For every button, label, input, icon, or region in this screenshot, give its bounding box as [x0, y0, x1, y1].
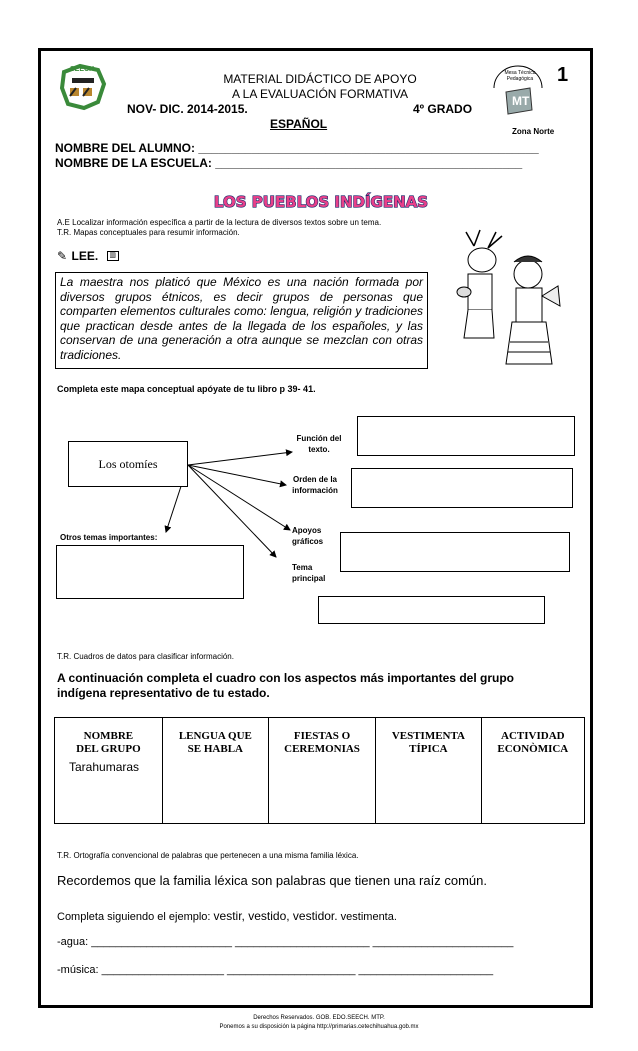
header-vestimenta: VESTIMENTA TÍPICA	[391, 730, 465, 755]
arrow-apoyos	[188, 465, 290, 530]
ejemplo-words: vestir, vestido, vestidor.	[213, 909, 338, 923]
center-node-text: Los otomíes	[98, 457, 158, 471]
logo-letters: MT	[512, 94, 530, 108]
indigenous-table	[54, 717, 585, 824]
book-icon: ▥	[107, 251, 119, 261]
logo-arc-text: Mesa Técnica Pedagógica	[504, 70, 536, 82]
ejemplo-line	[57, 909, 397, 923]
footer-line-1: Derechos Reservados. GOB. EDO.SEECH. MTP.	[253, 1015, 385, 1021]
tr-ortografia: T.R. Ortografía convencional de palabras que pertenecen a una misma familia léxica.	[57, 851, 359, 860]
header-grade: 4º GRADO	[413, 102, 473, 116]
tr-table-text: T.R. Cuadros de datos para clasificar información.	[57, 652, 234, 661]
musica-line[interactable]: -música: ____________________ _____________________ ______________________	[57, 964, 494, 976]
footer-line-2: Ponemos a su disposición la página http://primarias.cetechihuahua.gob.mx	[219, 1024, 419, 1030]
header-subject: ESPAÑOL	[270, 117, 328, 131]
section-title-text: LOS PUEBLOS INDÍGENAS	[213, 193, 429, 211]
cell-tarahumaras: Tarahumaras	[69, 760, 140, 774]
table-col-actividad[interactable]	[481, 718, 584, 824]
reading-text: La maestra nos platicó que México es una nación formada por diversos grupos étnicos, es decir grupos de personas que comparten elementos culturales como: lengua, religión y tradiciones que practican desde antes de la llegada de los españoles, y las conservan de una generación a otra aunque se mezclan con otras tradiciones.	[60, 275, 423, 362]
header-actividad: ACTIVIDAD ECONÒMICA	[497, 730, 569, 755]
pen-icon: ✎	[57, 249, 68, 263]
agua-line[interactable]: -agua: _______________________ ______________________ _______________________	[57, 936, 514, 948]
answer-box-apoyos[interactable]	[340, 532, 570, 572]
recordemos-text: Recordemos que la familia léxica son palabras que tienen una raíz común.	[57, 873, 487, 888]
ejemplo-last: vestimenta.	[337, 911, 397, 923]
header-title-1: MATERIAL DIDÁCTICO DE APOYO	[223, 72, 417, 86]
header-lengua: LENGUA QUE SE HABLA	[178, 730, 252, 755]
label-orden: Orden de la información	[292, 475, 338, 495]
table-col-fiestas[interactable]	[268, 718, 375, 824]
header-title-2: A LA EVALUACIÓN FORMATIVA	[231, 87, 409, 101]
table-instruction: A continuación completa el cuadro con los aspectos más importantes del grupo indígena representativo de tu estado.	[57, 671, 514, 700]
header-fiestas: FIESTAS O CEREMONIAS	[284, 730, 360, 755]
header-grupo: NOMBRE DEL GRUPO	[76, 730, 141, 755]
center-node	[68, 441, 188, 487]
header-period: NOV- DIC. 2014-2015.	[127, 102, 248, 116]
arrow-funcion	[188, 452, 292, 465]
logo-text: SEECH	[70, 66, 95, 73]
map-instruction: Completa este mapa conceptual apóyate de tu libro p 39- 41.	[57, 384, 316, 394]
page-number: 1	[557, 64, 569, 86]
table-col-vestimenta[interactable]	[376, 718, 481, 824]
student-name-line[interactable]: NOMBRE DEL ALUMNO: ___________________________________________________	[55, 141, 539, 155]
label-tema: Tema principal	[292, 563, 326, 583]
label-otros: Otros temas importantes:	[60, 533, 158, 542]
table-col-grupo[interactable]	[55, 718, 163, 824]
zone-label: Zona Norte	[512, 127, 555, 136]
school-name-line[interactable]: NOMBRE DE LA ESCUELA: ______________________________________________	[55, 156, 523, 170]
tr-table-label	[57, 652, 234, 661]
label-apoyos: Apoyos gráficos	[292, 526, 324, 546]
label-funcion: Función del texto.	[296, 434, 342, 454]
ae-text: A.E Localizar información específica a partir de la lectura de diversos textos sobre un tema. T.R. Mapas conceptuales para resumir información.	[57, 218, 382, 237]
answer-box-orden[interactable]	[351, 468, 573, 508]
arrow-tema	[188, 465, 276, 557]
lee-label: LEE.	[71, 249, 99, 263]
arrow-orden	[188, 465, 286, 485]
answer-box-tema[interactable]	[318, 596, 545, 624]
table-col-lengua[interactable]	[162, 718, 268, 824]
answer-box-funcion[interactable]	[357, 416, 575, 456]
answer-box-otros[interactable]	[56, 545, 244, 599]
ejemplo-prefix: Completa siguiendo el ejemplo:	[57, 911, 214, 923]
